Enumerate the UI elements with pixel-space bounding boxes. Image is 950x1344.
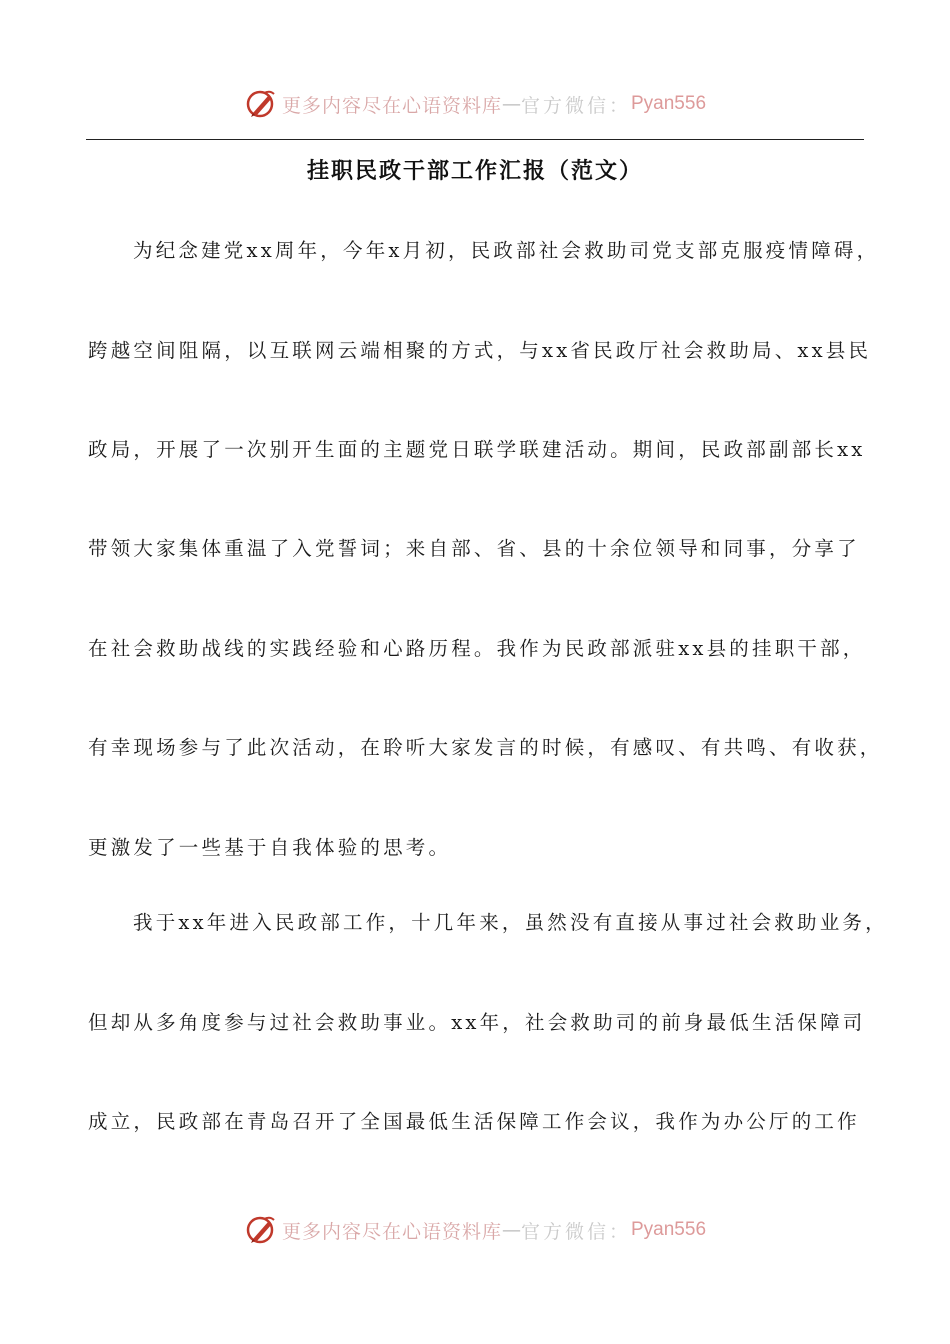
banner-wechat-label: 官方微信：	[520, 1220, 631, 1243]
paragraph-line: 更激发了一些基于自我体验的思考。	[88, 836, 452, 859]
banner-wechat-id: Pyan556	[631, 1219, 707, 1240]
paragraph-line: 带领大家集体重温了入党誓词；来自部、省、县的十余位领导和同事，分享了	[88, 537, 860, 560]
pen-logo-icon	[244, 87, 278, 121]
paragraph-line: 有幸现场参与了此次活动，在聆听大家发言的时候，有感叹、有共鸣、有收获，	[88, 736, 883, 759]
paragraph-line: 为纪念建党xx周年，今年x月初，民政部社会救助司党支部克服疫情障碍，	[133, 239, 880, 262]
banner-dash: —	[501, 93, 521, 115]
footer-banner	[0, 1210, 950, 1250]
header-divider	[86, 139, 864, 140]
banner-text: 更多内容尽在心语资料库	[281, 1220, 502, 1243]
banner-wechat-label: 官方微信：	[520, 94, 631, 117]
paragraph-line: 跨越空间阻隔，以互联网云端相聚的方式，与xx省民政厅社会救助局、xx县民	[88, 339, 872, 362]
pen-logo-icon	[244, 1213, 278, 1247]
paragraph-line: 在社会救助战线的实践经验和心路历程。我作为民政部派驻xx县的挂职干部，	[88, 637, 866, 660]
paragraph-line: 但却从多角度参与过社会救助事业。xx年，社会救助司的前身最低生活保障司	[88, 1011, 866, 1034]
banner-wechat-id: Pyan556	[631, 93, 707, 114]
paragraph-line: 成立，民政部在青岛召开了全国最低生活保障工作会议，我作为办公厅的工作	[88, 1110, 860, 1133]
paragraph-line: 政局，开展了一次别开生面的主题党日联学联建活动。期间，民政部副部长xx	[88, 438, 866, 461]
banner-text: 更多内容尽在心语资料库	[281, 94, 502, 117]
header-banner	[0, 84, 950, 124]
banner-dash: —	[501, 1219, 521, 1241]
document-title: 挂职民政干部工作汇报（范文）	[306, 159, 643, 184]
paragraph-line: 我于xx年进入民政部工作，十几年来，虽然没有直接从事过社会救助业务，	[133, 911, 888, 934]
